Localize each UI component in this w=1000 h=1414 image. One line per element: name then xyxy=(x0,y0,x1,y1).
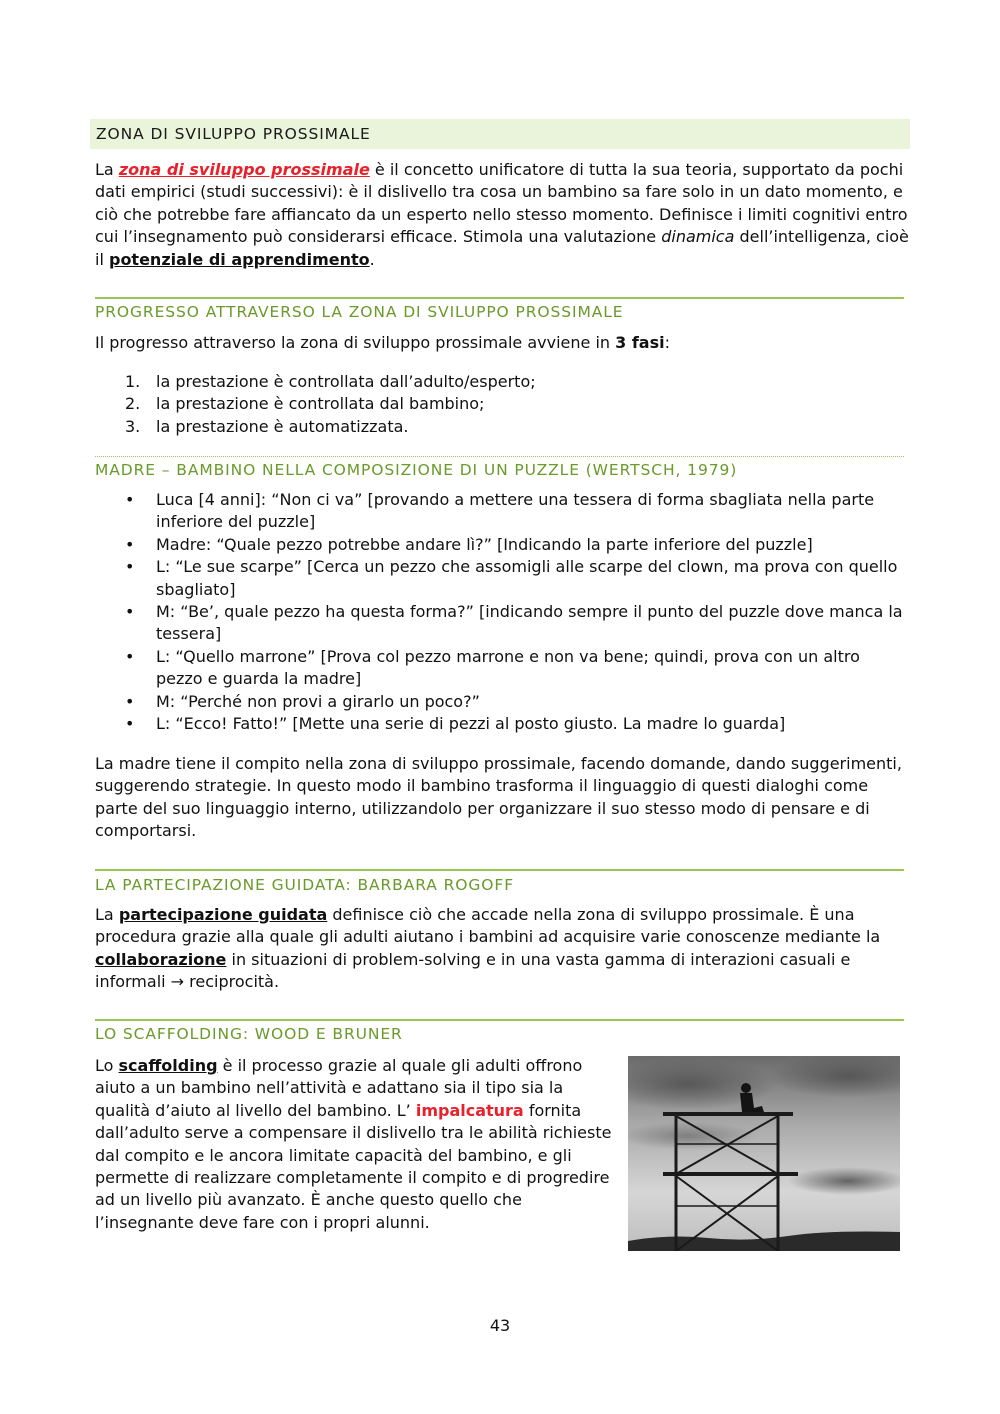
divider xyxy=(95,1019,904,1021)
bullet: • xyxy=(125,646,135,666)
term-collaborazione: collaborazione xyxy=(95,949,227,969)
text: in situazioni di problem-solving e in una vasta gamma di interazioni casuali e informali → reciprocità. xyxy=(95,949,851,992)
paragraph-zona xyxy=(95,159,910,271)
list-number: 3. xyxy=(125,416,141,436)
bullet: • xyxy=(125,490,135,509)
bullet: • xyxy=(125,602,135,622)
list-item xyxy=(95,393,910,415)
list-number: 2. xyxy=(125,394,141,414)
list-text: L: “Le sue scarpe” [Cerca un pezzo che assomigli alle scarpe del clown, ma prova con quello sbagliato] xyxy=(156,557,898,599)
list-item xyxy=(95,489,910,534)
bullet: • xyxy=(125,691,135,711)
dialogue-list xyxy=(95,489,910,735)
list-text: la prestazione è controllata dal bambino; xyxy=(156,394,485,414)
bold-fasi: 3 fasi xyxy=(615,333,665,352)
list-item xyxy=(95,646,910,691)
bullet: • xyxy=(125,557,135,577)
list-item xyxy=(95,713,910,735)
divider xyxy=(95,297,904,299)
text: definisce ciò che accade nella zona di sviluppo prossimale. È una procedura grazie alla quale gli adulti aiutano i bambini ad acquisire varie conoscenze mediante la xyxy=(95,905,881,947)
list-item xyxy=(95,556,910,601)
paragraph-madre: La madre tiene il compito nella zona di sviluppo prossimale, facendo domande, dando suggerimenti, suggerendo strategie. In questo modo il bambino trasforma il linguaggio di questi dialoghi come parte del suo linguaggio interno, utilizzandolo per organizzare il suo stesso modo di pensare e di comportarsi. xyxy=(95,754,902,841)
text: Lo xyxy=(95,1056,119,1075)
section-heading-progresso: PROGRESSO ATTRAVERSO LA ZONA DI SVILUPPO PROSSIMALE xyxy=(95,303,624,321)
italic-dinamica: dinamica xyxy=(661,227,735,247)
list-text: la prestazione è automatizzata. xyxy=(156,416,409,436)
divider-dotted xyxy=(95,456,904,457)
list-text: Madre: “Quale pezzo potrebbe andare lì?” [Indicando la parte inferiore del puzzle] xyxy=(156,534,813,554)
list-item xyxy=(95,601,910,646)
list-item xyxy=(95,416,910,438)
paragraph-progresso xyxy=(95,332,910,354)
text: La xyxy=(95,905,119,924)
text: fornita dall’adulto serve a compensare il dislivello tra le abilità richieste dal compito e le ancora limitate capacità del bambino, e gli permette di realizzare completamente il compito e di progredire ad un livello più avanzato. È anche questo quello che l’insegnante deve fare con i propri alunni. xyxy=(95,1100,612,1232)
text: La xyxy=(95,160,119,179)
list-text: M: “Perché non provi a girarlo un poco?” xyxy=(156,691,480,711)
list-text: Luca [4 anni]: “Non ci va” [provando a mettere una tessera di forma sbagliata nella parte inferiore del puzzle] xyxy=(156,490,875,532)
section-heading-scaffolding: LO SCAFFOLDING: WOOD E BRUNER xyxy=(95,1025,403,1043)
section-heading-partecipazione: LA PARTECIPAZIONE GUIDATA: BARBARA ROGOFF xyxy=(95,876,515,894)
list-text: la prestazione è controllata dall’adulto/esperto; xyxy=(156,372,536,391)
scaffolding-photo xyxy=(628,1056,900,1251)
term-potenziale: potenziale di apprendimento xyxy=(108,249,370,269)
list-number: 1. xyxy=(125,372,141,391)
list-item xyxy=(95,691,910,713)
text: . xyxy=(369,249,375,269)
bullet: • xyxy=(125,534,135,554)
list-text: L: “Quello marrone” [Prova col pezzo marrone e non va bene; quindi, prova con un altro pezzo e guarda la madre] xyxy=(156,646,860,689)
paragraph-partecipazione xyxy=(95,904,910,994)
text: è il concetto unificatore di tutta la sua teoria, supportato da pochi dati empirici (studi successivi): è il dislivello tra cosa un bambino sa fare solo in un dato momento, e ciò che potrebbe fare affiancato da un esperto nello stesso momento. Definisce i limiti cognitivi entro cui l’insegnamento può considerarsi efficace. Stimola una valutazione xyxy=(95,160,908,247)
bullet: • xyxy=(125,714,135,734)
text: Il progresso attraverso la zona di sviluppo prossimale avviene in xyxy=(95,333,616,352)
phases-list xyxy=(95,371,910,438)
text: è il processo grazie al quale gli adulti offrono aiuto a un bambino nell’attività e adattano sia il tipo sia la qualità d’aiuto al livello del bambino. L’ xyxy=(95,1056,583,1120)
section-heading-madre-bambino: MADRE – BAMBINO NELLA COMPOSIZIONE DI UN PUZZLE (WERTSCH, 1979) xyxy=(95,461,738,479)
term-scaffolding: scaffolding xyxy=(118,1056,218,1075)
term-zona-sviluppo-link[interactable]: zona di sviluppo prossimale xyxy=(118,160,370,179)
list-item xyxy=(95,534,910,556)
divider xyxy=(95,869,904,871)
term-partecipazione: partecipazione guidata xyxy=(118,905,328,924)
section-heading-zona: ZONA DI SVILUPPO PROSSIMALE xyxy=(90,119,910,149)
term-impalcatura: impalcatura xyxy=(415,1100,524,1120)
list-item xyxy=(95,371,910,393)
text: dell’intelligenza, cioè il xyxy=(95,227,909,269)
text: : xyxy=(664,333,670,352)
page-number: 43 xyxy=(489,1316,511,1335)
list-text: M: “Be’, quale pezzo ha questa forma?” [indicando sempre il punto del puzzle dove manca la tessera] xyxy=(156,602,903,644)
list-text: L: “Ecco! Fatto!” [Mette una serie di pezzi al posto giusto. La madre lo guarda] xyxy=(156,714,786,734)
paragraph-scaffolding xyxy=(95,1055,615,1234)
